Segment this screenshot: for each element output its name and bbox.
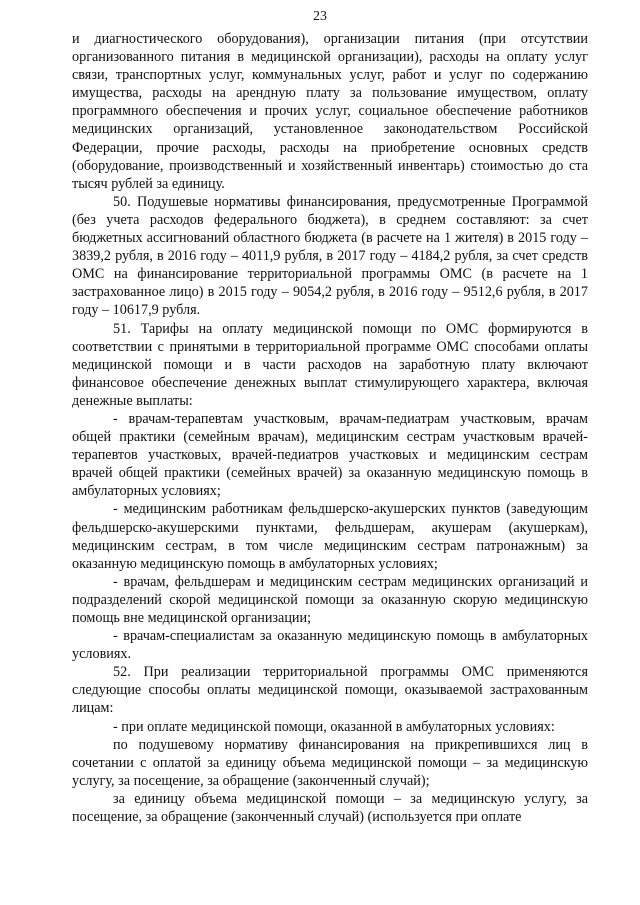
list-item-therapists: - врачам-терапевтам участковым, врачам-педиатрам участковым, врачам общей практики (семейным врачам), медицинским сестрам участковым врачей-терапевтов участковых, врачей-педиатров участковых и медицинским сестрам врачей общей практики (семейных врачей) за оказанную медицинскую помощь в амбулаторных условиях; — [72, 410, 588, 500]
list-item-ambulance: - врачам, фельдшерам и медицинским сестрам медицинских организаций и подразделений скорой медицинской помощи за оказанную скорую медицинскую помощь вне медицинской организации; — [72, 573, 588, 626]
subitem-per-unit: за единицу объема медицинской помощи – за медицинскую услугу, за посещение, за обращение (законченный случай) (используется при оплате — [72, 790, 588, 826]
paragraph-52: 52. При реализации территориальной программы ОМС применяются следующие способы оплаты медицинской помощи, оказываемой застрахованным лицам: — [72, 664, 588, 717]
list-item-feldsher-points: - медицинским работникам фельдшерско-акушерских пунктов (заведующим фельдшерско-акушерскими пунктами, фельдшерам, акушерам (акушеркам), медицинским сестрам, в том числе медицинским сестрам патронажным) за оказанную медицинскую помощь в амбулаторных условиях; — [72, 501, 588, 572]
paragraph-51: 51. Тарифы на оплату медицинской помощи по ОМС формируются в соответствии с принятыми в территориальной программе ОМС способами оплаты медицинской помощи и в части расходов на заработную плату включают финансовое обеспечение денежных выплат стимулирующего характера, включая денежные выплаты: — [72, 320, 588, 409]
subitem-per-capita: по подушевому нормативу финансирования на прикрепившихся лиц в сочетании с оплатой за единицу объема медицинской помощи – за медицинскую услугу, за посещение, за обращение (законченный случай); — [72, 736, 588, 789]
page-number: 23 — [313, 9, 327, 24]
page-body — [72, 30, 588, 826]
paragraph-continuation: и диагностического оборудования), организации питания (при отсутствии организованного питания в медицинской организации), расходы на оплату услуг связи, транспортных услуг, коммунальных услуг, работ и услуг по содержанию имущества, расходы на арендную плату за пользование имуществом, оплату программного обеспечения и прочих услуг, социальное обеспечение работников медицинских организаций, установленное законодательством Российской Федерации, прочие расходы, расходы на приобретение основных средств (оборудование, производственный и хозяйственный инвентарь) стоимостью до ста тысяч рублей за единицу. — [72, 31, 588, 192]
list-item-outpatient: - при оплате медицинской помощи, оказанной в амбулаторных условиях: — [113, 718, 555, 735]
paragraph-50: 50. Подушевые нормативы финансирования, предусмотренные Программой (без учета расходов федерального бюджета), в среднем составляют: за счет бюджетных ассигнований областного бюджета (в расчете на 1 жителя) в 2015 году – 3839,2 рубля, в 2016 году – 4011,9 рубля, в 2017 году – 4184,2 рубля, за счет средств ОМС на финансирование территориальной программы ОМС (в расчете на 1 застрахованное лицо) в 2015 году – 9054,2 рубля, в 2016 году – 9512,6 рубля, в 2017 году – 10617,9 рубля. — [72, 193, 588, 319]
list-item-specialists: - врачам-специалистам за оказанную медицинскую помощь в амбулаторных условиях. — [72, 628, 588, 663]
